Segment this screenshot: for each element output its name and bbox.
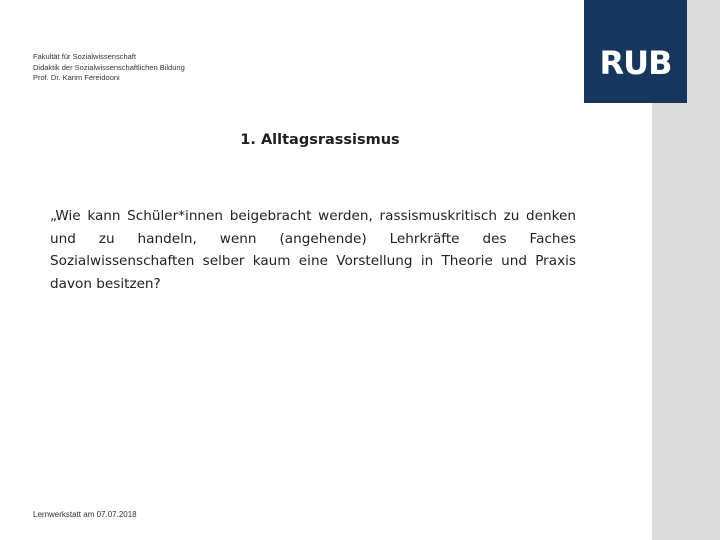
footer-date: Lernwerkstatt am 07.07.2018	[33, 510, 137, 519]
rub-logo	[584, 0, 687, 103]
rub-logo-text: RUB	[599, 43, 672, 82]
quote-text: „Wie kann Schüler*innen beigebracht werden, rassismuskritisch zu denken und zu handeln, wenn (angehende) Lehrkräfte des Faches Sozialwissenschaften selber kaum eine Vorstellung in Theorie und Praxis davon besitzen?	[50, 208, 576, 292]
faculty-name: Fakultät für Sozialwissenschaft	[33, 52, 136, 61]
department-name: Didaktik der Sozialwissenschaftlichen Bildung	[33, 62, 185, 72]
professor-name: Prof. Dr. Karim Fereidooni	[33, 73, 120, 82]
faculty-header	[33, 52, 185, 84]
slide-title: 1. Alltagsrassismus	[240, 132, 400, 148]
